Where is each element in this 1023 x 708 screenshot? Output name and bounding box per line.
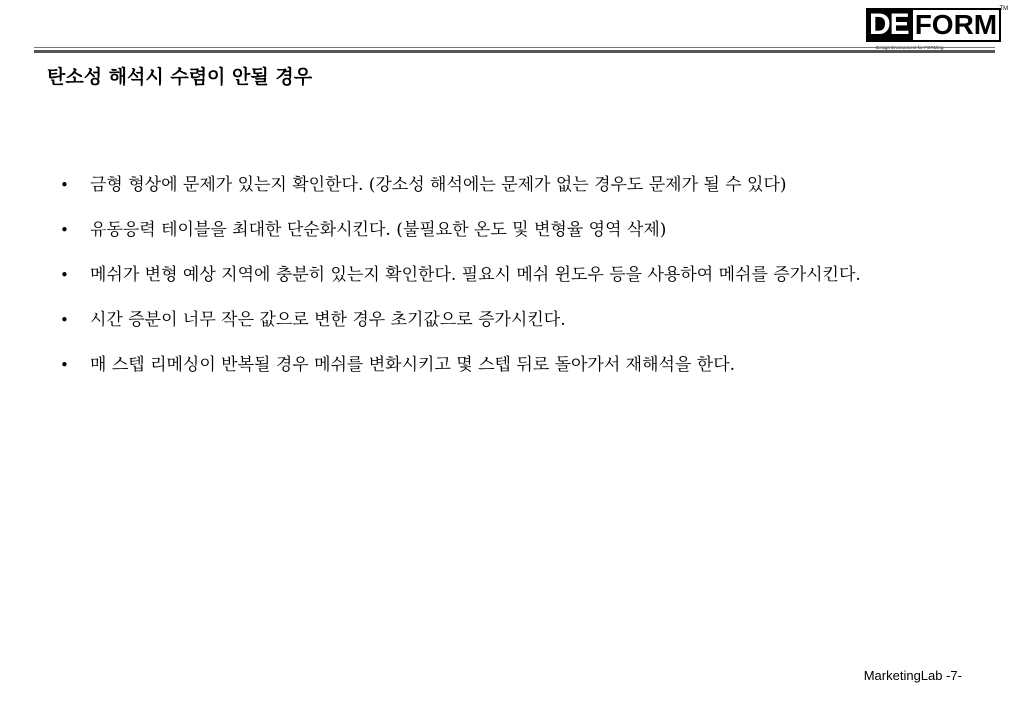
- footer-page-label: MarketingLab -7-: [863, 668, 962, 683]
- list-item: [60, 168, 990, 202]
- list-item: [60, 213, 990, 247]
- bullet-text: 유동응력 테이블을 최대한 단순화시킨다. (불필요한 온도 및 변형율 영역 삭제): [90, 220, 667, 240]
- logo-tagline: Design Environment for FORMing: [876, 45, 944, 50]
- logo-de-text: DE: [866, 8, 911, 42]
- bullet-text: 금형 형상에 문제가 있는지 확인한다. (강소성 해석에는 문제가 없는 경우도 문제가 될 수 있다): [90, 175, 787, 195]
- list-item: [60, 303, 990, 337]
- bullet-text: 시간 증분이 너무 작은 값으로 변한 경우 초기값으로 증가시킨다.: [90, 310, 566, 330]
- bullet-dot: •: [60, 356, 69, 374]
- bullet-text: 매 스텝 리메싱이 반복될 경우 메쉬를 변화시키고 몇 스텝 뒤로 돌아가서 재해석을 한다.: [90, 355, 736, 375]
- header-divider-thin: [34, 47, 995, 48]
- bullet-dot: •: [60, 311, 69, 329]
- logo-form-text: [911, 6, 1009, 42]
- bullet-dot: •: [60, 266, 69, 284]
- logo-form-label: FORM: [914, 9, 998, 40]
- bullet-text: 메쉬가 변형 예상 지역에 충분히 있는지 확인한다. 필요시 메쉬 윈도우 등을 사용하여 메쉬를 증가시킨다.: [90, 265, 861, 285]
- logo-wordmark: [866, 6, 1009, 42]
- bullet-dot: •: [60, 176, 69, 194]
- deform-logo: [866, 6, 1009, 52]
- bullet-dot: •: [60, 221, 69, 239]
- slide-title: 탄소성 해석시 수렴이 안될 경우: [47, 66, 313, 88]
- bullet-list: [60, 168, 990, 393]
- list-item: [60, 348, 990, 382]
- list-item: [60, 258, 990, 292]
- header-divider-thick: [34, 50, 995, 53]
- logo-trademark: TM: [999, 6, 1009, 12]
